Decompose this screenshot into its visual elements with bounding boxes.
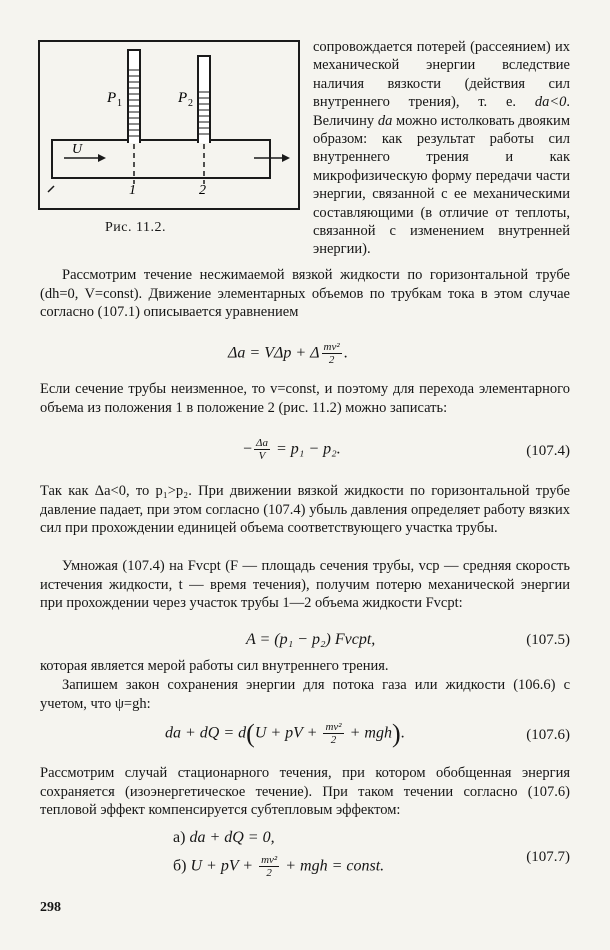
equation-number-107-5: (107.5) [526, 632, 570, 648]
pipe-diagram-graphic [38, 40, 300, 210]
equation-107-6 [165, 719, 405, 749]
equation-number-107-4: (107.4) [526, 443, 570, 459]
equation-1 [228, 342, 348, 366]
figure-caption: Рис. 11.2. [105, 220, 166, 235]
eq2-fraction [254, 438, 270, 462]
page-number: 298 [40, 900, 61, 915]
eq4-num: mv² [325, 721, 342, 733]
equation-107-7b [173, 855, 384, 879]
eq5a-text: da + dQ = 0, [189, 829, 275, 846]
label-p2-sub: 2 [188, 98, 193, 109]
paragraph-7: Рассмотрим случай стационарного течения, при котором обобщенная энергия сохраняется (изоэнергетическое течение). При таком течении согласно (107.6) тепловой эффект компенсируется субтепловым эффектом: [40, 765, 570, 818]
paragraph-4: Умножая (107.4) на Fvсрt (F — площадь сечения трубы, vср — средняя скорость истечения жидкости, t — время течения), получим потерю механической энергии при прохождении через участок трубы 1—2 объема жидкости Fvсрt: [40, 558, 570, 611]
equation-107-4 [243, 438, 341, 462]
eq5b-fraction [259, 855, 279, 879]
label-section-1: 1 [129, 183, 136, 198]
side-paragraph [313, 38, 570, 259]
eq4-tail: + mgh [345, 724, 392, 742]
eq2-num: Δa [256, 437, 268, 449]
equation-107-7a [173, 829, 275, 847]
label-p2: P [178, 90, 188, 106]
figure-pipe-diagram [38, 40, 300, 210]
eq5b-num: mv² [261, 854, 278, 866]
paragraph-6: Запишем закон сохранения энергии для потока газа или жидкости (106.6) с учетом, что ψ=gh: [40, 677, 570, 712]
eq4-mid: U + pV + [254, 724, 322, 742]
eq1-num: mv² [323, 341, 340, 353]
eq5b-pre: U + pV + [190, 857, 258, 875]
eq4-fraction [323, 722, 343, 746]
paragraph-2: Если сечение трубы неизменное, то v=const, и поэтому для перехода элементарного объема из положения 1 в положение 2 (рис. 11.2) можно записать: [40, 381, 570, 416]
eq1-tail: . [343, 344, 348, 362]
eq2-rhs: = p₁ − p₂. [272, 440, 341, 458]
eq2-den: V [258, 450, 266, 462]
equation-number-107-7: (107.7) [526, 849, 570, 865]
eq5b-tail: + mgh = const. [281, 857, 385, 875]
eq5a-label: а) [173, 829, 190, 846]
side-text-part: можно истолковать двояким образом: как результат работы сил внутреннего трения и как микрофизическую форму передачи части энергии, связанной с ее механическими составляющими (в отличие от теплоты, связанной с изменением внутренней энергии). [313, 112, 570, 258]
eq1-den: 2 [328, 354, 335, 366]
paragraph-1: Рассмотрим течение несжимаемой вязкой жидкости по горизонтальной трубе (dh=0, V=const). Движение элементарных объемов по трубкам тока в этом случае согласно (107.1) описывается уравнением [40, 267, 570, 320]
eq1-lhs: Δa = VΔp + Δ [228, 344, 320, 362]
label-flow-velocity: U [72, 142, 83, 157]
eq4-dot: . [400, 724, 405, 742]
paragraph-3: Так как Δa<0, то p₁>p₂. При движении вязкой жидкости по горизонтальной трубе давление падает, при этом согласно (107.4) убыль давления определяет работу вязких сил при прохождении единицей объема соответствующего участка трубы. [40, 483, 570, 536]
eq1-fraction [322, 342, 342, 366]
eq4-den: 2 [330, 734, 337, 746]
eq4-lhs: da + dQ = d [165, 724, 247, 742]
side-math: da [377, 112, 393, 129]
paragraph-5: которая является мерой работы сил внутреннего трения. [40, 658, 389, 674]
label-section-2: 2 [199, 183, 206, 198]
eq4-open: ( [246, 719, 255, 748]
side-text-part: сопровождается потерей (рассеянием) их механической энергии вследствие наличия вязкости (действия сил внутреннего трения), т. е. [313, 39, 570, 111]
side-text-part: . Величину [313, 94, 570, 129]
label-p1-sub: 1 [117, 98, 122, 109]
eq5b-label: б) [173, 857, 191, 875]
label-p1: P [107, 90, 117, 106]
side-math: da<0 [534, 94, 567, 111]
eq4-close: ) [391, 719, 401, 748]
eq5b-den: 2 [266, 867, 272, 879]
equation-107-5: A = (p₁ − p₂) Fvсрt, [246, 631, 376, 648]
equation-number-107-6: (107.6) [526, 727, 570, 743]
eq2-minus: − [243, 440, 253, 458]
